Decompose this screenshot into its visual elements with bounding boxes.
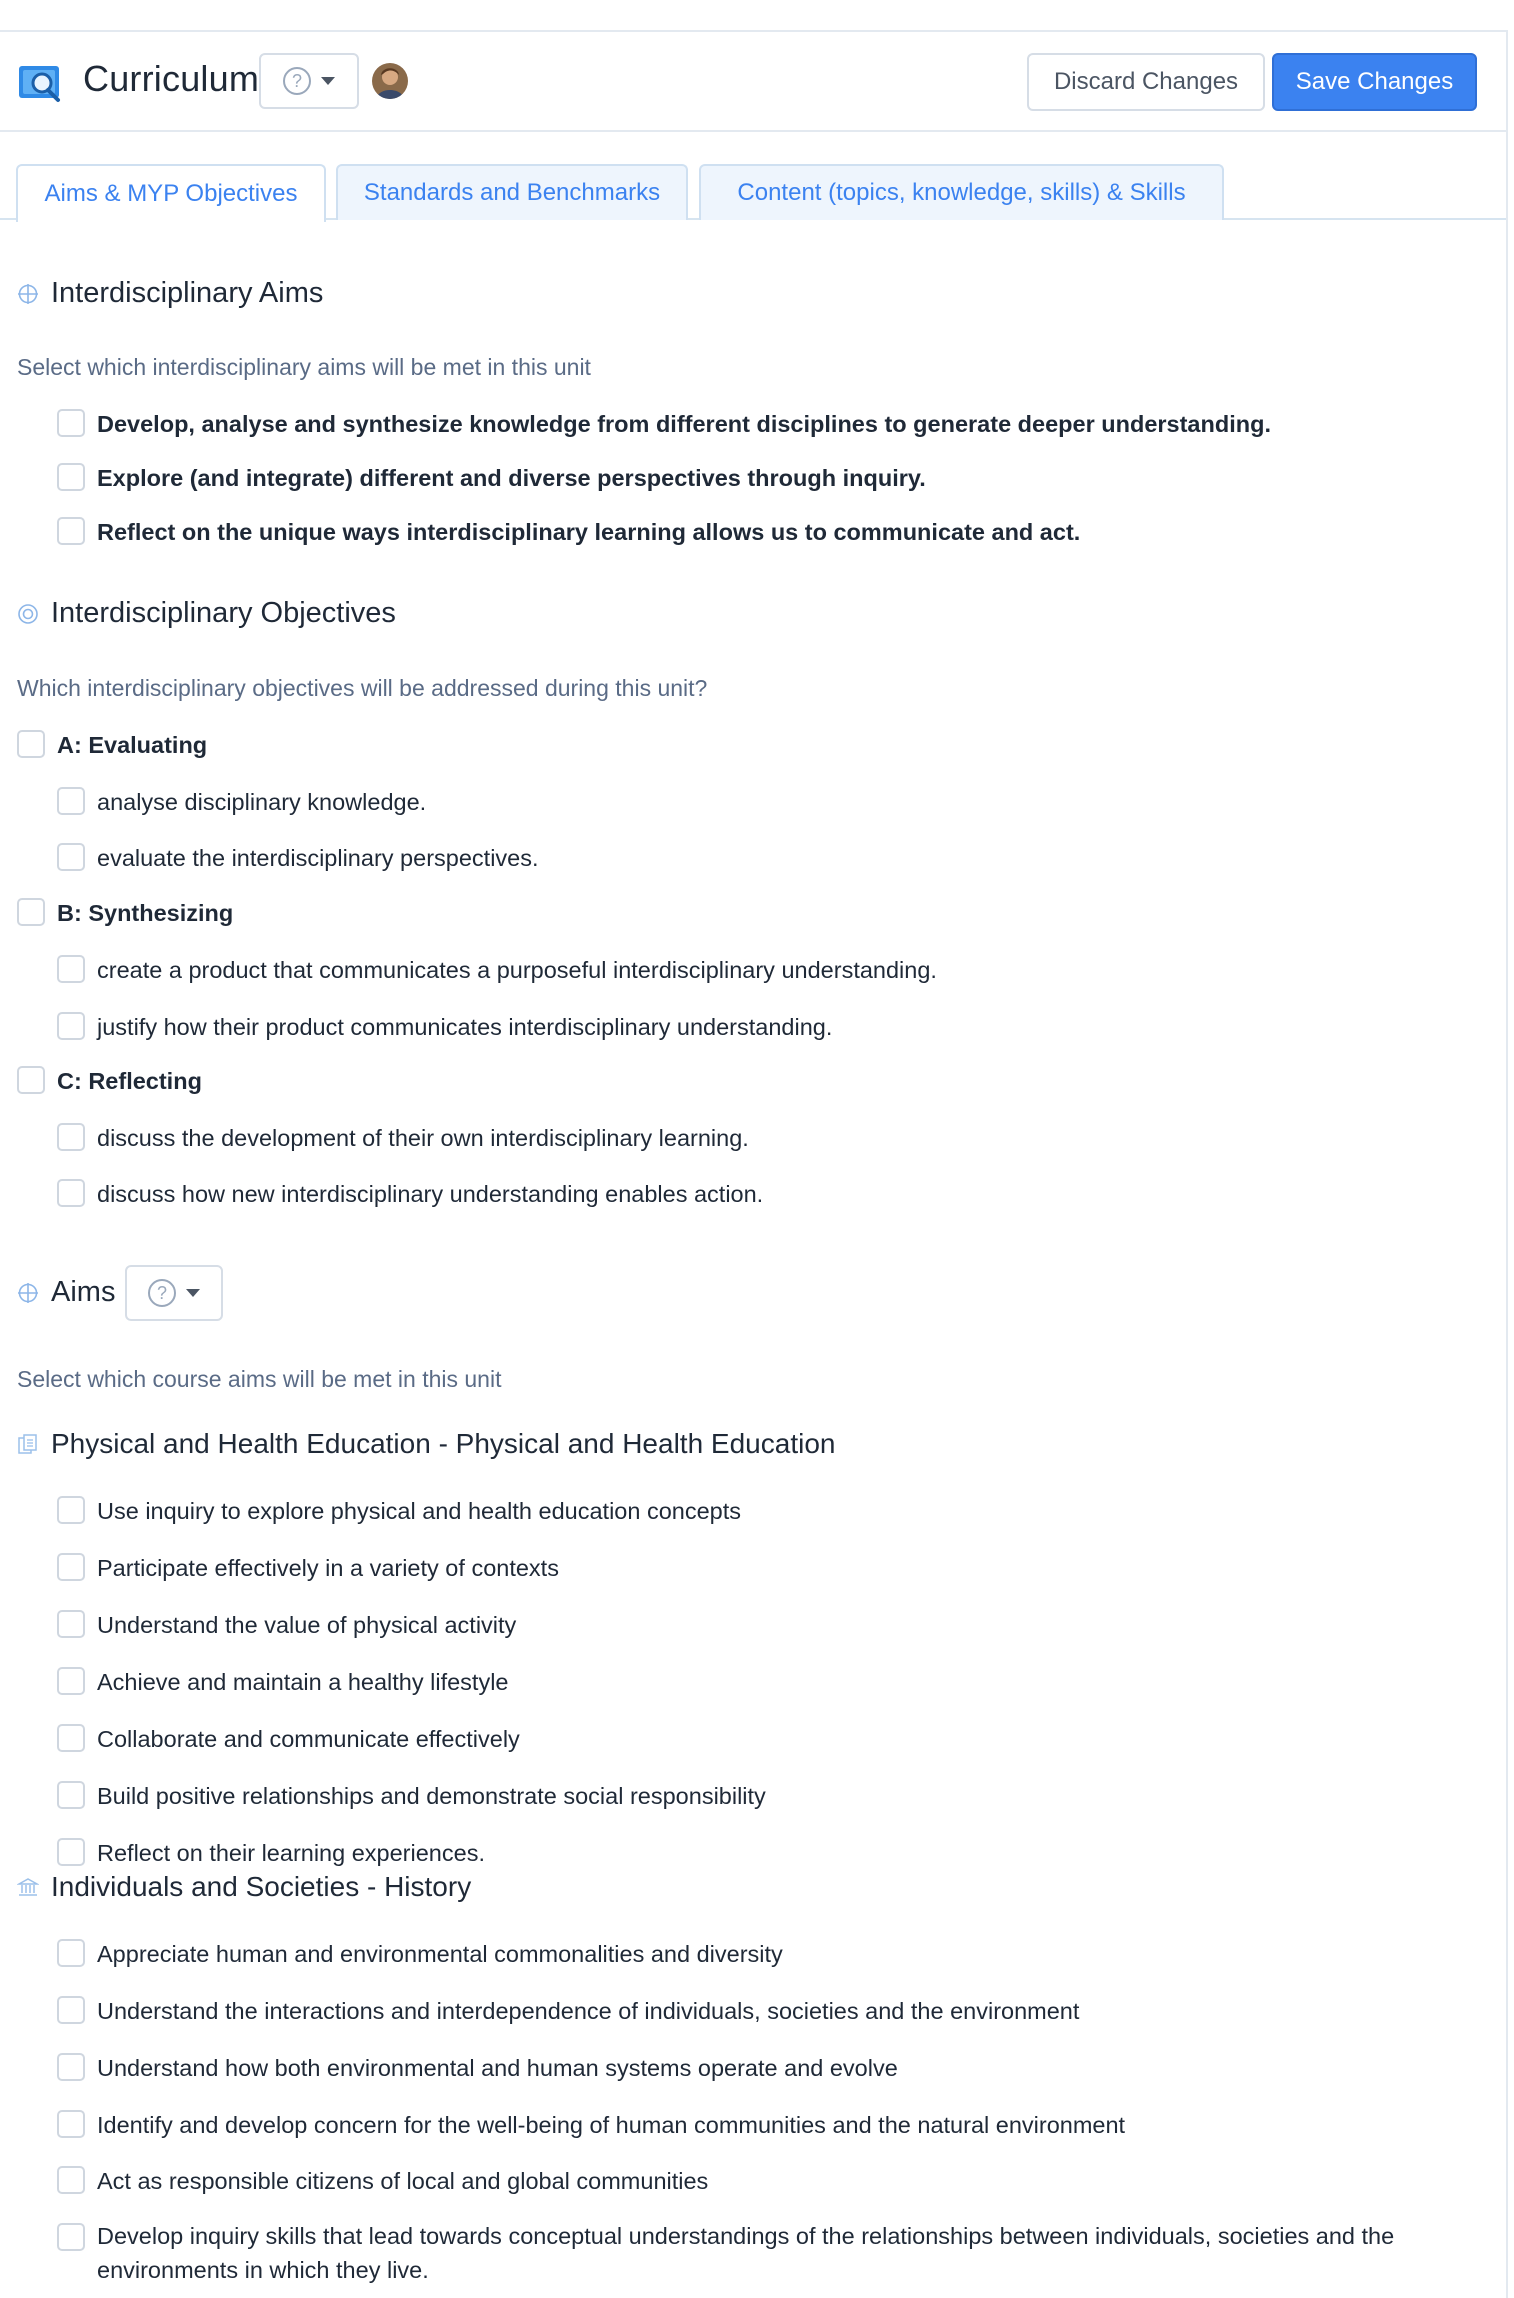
checkbox[interactable] <box>57 2223 85 2251</box>
checkbox[interactable] <box>57 1667 85 1695</box>
checkbox-item[interactable]: Achieve and maintain a healthy lifestyle <box>57 1669 509 1696</box>
page-header <box>0 32 1506 132</box>
section-title: Interdisciplinary Objectives <box>51 597 396 629</box>
checkbox-item[interactable]: Develop, analyse and synthesize knowledge from different disciplines to generate deeper understanding. <box>57 411 1271 438</box>
checkbox[interactable] <box>17 1066 45 1094</box>
crosshair-icon <box>17 1282 39 1304</box>
checkbox[interactable] <box>17 730 45 758</box>
avatar[interactable] <box>372 63 408 99</box>
checkbox-item[interactable]: Use inquiry to explore physical and health education concepts <box>57 1498 741 1525</box>
section-title: Aims <box>51 1276 116 1308</box>
checkbox-item[interactable]: justify how their product communicates interdisciplinary understanding. <box>57 1014 832 1041</box>
section-title: Interdisciplinary Aims <box>51 277 324 309</box>
objective-group[interactable]: B: Synthesizing <box>17 900 233 927</box>
help-dropdown[interactable] <box>259 53 359 109</box>
checkbox[interactable] <box>17 898 45 926</box>
checkbox-item[interactable]: Build positive relationships and demonstrate social responsibility <box>57 1783 766 1810</box>
tab-standards-benchmarks[interactable]: Standards and Benchmarks <box>336 164 688 220</box>
checkbox-item[interactable]: Understand how both environmental and human systems operate and evolve <box>57 2055 898 2082</box>
checkbox[interactable] <box>57 955 85 983</box>
checkbox-item[interactable]: analyse disciplinary knowledge. <box>57 789 426 816</box>
objective-group[interactable]: A: Evaluating <box>17 732 207 759</box>
tab-content-skills[interactable]: Content (topics, knowledge, skills) & Skills <box>699 164 1224 220</box>
checkbox-item[interactable]: create a product that communicates a purposeful interdisciplinary understanding. <box>57 957 937 984</box>
chevron-down-icon <box>186 1289 200 1297</box>
checkbox[interactable] <box>57 463 85 491</box>
curriculum-panel <box>0 30 1508 2298</box>
section-prompt: Select which course aims will be met in this unit <box>17 1366 502 1392</box>
checkbox[interactable] <box>57 2053 85 2081</box>
section-prompt: Select which interdisciplinary aims will be met in this unit <box>17 354 591 380</box>
checkbox-item[interactable]: Participate effectively in a variety of contexts <box>57 1555 559 1582</box>
checkbox-item[interactable]: Explore (and integrate) different and diverse perspectives through inquiry. <box>57 465 926 492</box>
help-icon: ? <box>283 67 311 95</box>
checkbox-item[interactable]: evaluate the interdisciplinary perspectives. <box>57 845 539 872</box>
checkbox[interactable] <box>57 1939 85 1967</box>
checkbox-item[interactable]: Understand the value of physical activity <box>57 1612 516 1639</box>
checkbox-item[interactable]: Collaborate and communicate effectively <box>57 1726 520 1753</box>
checkbox[interactable] <box>57 409 85 437</box>
objective-group[interactable]: C: Reflecting <box>17 1068 202 1095</box>
aims-heading <box>17 1276 115 1309</box>
interdisciplinary-aims-heading <box>17 277 323 310</box>
checkbox[interactable] <box>57 1496 85 1524</box>
page-title: Curriculum <box>83 58 260 99</box>
course-heading: Individuals and Societies - History <box>17 1871 471 1903</box>
save-changes-button[interactable]: Save Changes <box>1272 53 1477 111</box>
tab-aims-myp-objectives[interactable]: Aims & MYP Objectives <box>16 164 326 222</box>
checkbox-item[interactable]: discuss the development of their own interdisciplinary learning. <box>57 1125 749 1152</box>
tab-bar <box>0 164 1506 220</box>
checkbox[interactable] <box>57 517 85 545</box>
checkbox[interactable] <box>57 787 85 815</box>
checkbox-item[interactable]: Reflect on the unique ways interdisciplinary learning allows us to communicate and act. <box>57 519 1080 546</box>
checkbox[interactable] <box>57 1610 85 1638</box>
checkbox-item[interactable]: Develop inquiry skills that lead towards conceptual understandings of the relationships between individuals, societies and the environments in which they live. <box>57 2225 1477 2287</box>
checkbox[interactable] <box>57 1781 85 1809</box>
help-icon: ? <box>148 1279 176 1307</box>
checkbox[interactable] <box>57 1724 85 1752</box>
checkbox-item[interactable]: discuss how new interdisciplinary understanding enables action. <box>57 1181 763 1208</box>
checkbox[interactable] <box>57 1553 85 1581</box>
checkbox[interactable] <box>57 1012 85 1040</box>
aims-help-dropdown[interactable] <box>125 1265 223 1321</box>
checkbox[interactable] <box>57 2166 85 2194</box>
checkbox-item[interactable]: Act as responsible citizens of local and global communities <box>57 2168 708 2195</box>
checkbox[interactable] <box>57 1123 85 1151</box>
crosshair-icon <box>17 283 39 305</box>
checkbox[interactable] <box>57 1838 85 1866</box>
target-icon <box>17 603 39 625</box>
institution-icon <box>17 1876 39 1898</box>
discard-changes-button[interactable]: Discard Changes <box>1027 53 1265 111</box>
checkbox[interactable] <box>57 1996 85 2024</box>
checkbox[interactable] <box>57 843 85 871</box>
course-heading: Physical and Health Education - Physical and Health Education <box>17 1428 835 1460</box>
checkbox-item[interactable]: Understand the interactions and interdependence of individuals, societies and the environment <box>57 1998 1079 2025</box>
interdisciplinary-objectives-heading <box>17 597 396 630</box>
checkbox-item[interactable]: Reflect on their learning experiences. <box>57 1840 485 1867</box>
documents-icon <box>17 1433 39 1455</box>
checkbox[interactable] <box>57 2110 85 2138</box>
checkbox[interactable] <box>57 1179 85 1207</box>
checkbox-item[interactable]: Appreciate human and environmental commonalities and diversity <box>57 1941 783 1968</box>
chevron-down-icon <box>321 77 335 85</box>
section-prompt: Which interdisciplinary objectives will be addressed during this unit? <box>17 675 708 701</box>
checkbox-item[interactable]: Identify and develop concern for the well-being of human communities and the natural environment <box>57 2112 1125 2139</box>
curriculum-search-icon <box>18 63 64 103</box>
